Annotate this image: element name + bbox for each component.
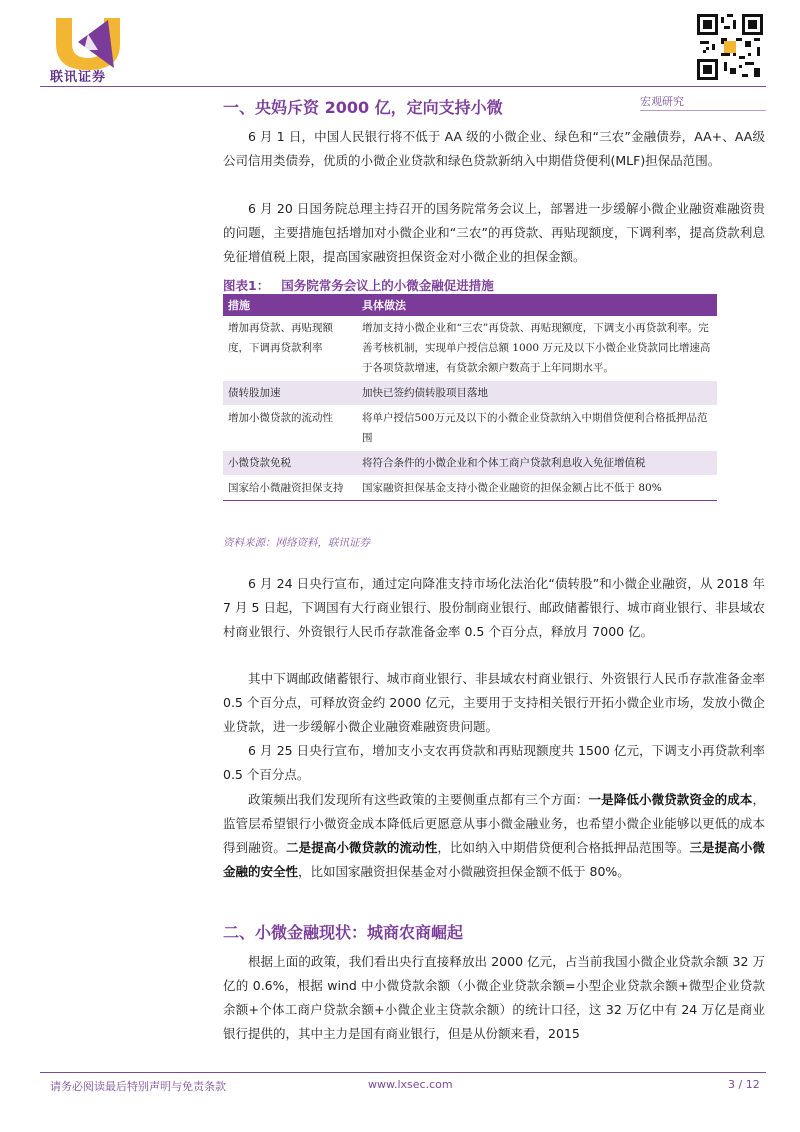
logo-icon — [50, 14, 126, 70]
section1-paragraph-3: 6 月 24 日央行宣布，通过定向降准支持市场化法治化“债转股”和小微企业融资，从 2018 年 7 月 5 日起，下调国有大行商业银行、股份制商业银行、邮政储蓄银行、城市商业银行、非县域农村商业银行、外资银行人民币存款准备金率 0.5 个百分点，释放月 7000 亿。 — [223, 576, 765, 639]
figure1-caption — [223, 276, 494, 294]
header-divider — [40, 86, 766, 87]
table-row — [223, 381, 717, 406]
p6-text: ，监管层希望银行小微资金成本降低后更愿意从事小微金融业务，也希望小微企业能够以更低的成本得到融资。 — [223, 792, 765, 855]
table-header-row — [223, 294, 717, 316]
p6-emphasis-1: 一是降低小微贷款资金的成本 — [588, 792, 753, 807]
p6-emphasis-2: 二是提高小微贷款的流动性 — [286, 840, 438, 855]
table-row — [223, 451, 717, 476]
detail-cell: 增加支持小微企业和“三农”再贷款、再贴现额度，下调支小再贷款利率。完善考核机制，实现单户授信总额 1000 万元及以下小微企业贷款同比增速高于各项贷款增速，有贷款余额户数高于上年同期水平。 — [357, 316, 717, 381]
section2-title: 二、小微金融现状：城商农商崛起 — [223, 923, 464, 942]
measure-cell: 债转股加速 — [223, 381, 357, 406]
section1-paragraph-4: 其中下调邮政储蓄银行、城市商业银行、非县域农村商业银行、外资银行人民币存款准备金率 0.5 个百分点，可释放资金约 2000 亿元，主要用于支持相关银行开拓小微企业市场，发放小微企业贷款，进一步缓解小微企业融资难融资贵问题。 — [223, 671, 765, 734]
figure1-title: 国务院常务会议上的小微金融促进措施 — [281, 278, 494, 293]
section1-title: 一、央妈斥资 2000 亿，定向支持小微 — [223, 98, 503, 117]
page-number: 3 / 12 — [728, 1078, 760, 1091]
measure-cell: 国家给小微融资担保支持 — [223, 476, 357, 501]
p6-text: ，比如纳入中期借贷便利合格抵押品范围等。 — [437, 840, 690, 855]
detail-cell: 国家融资担保基金支持小微企业融资的担保金额占比不低于 80% — [357, 476, 717, 501]
measure-cell: 增加小微贷款的流动性 — [223, 406, 357, 451]
p6-text: 政策频出我们发现所有这些政策的主要侧重点都有三个方面： — [248, 792, 589, 807]
column-header-measure: 措施 — [223, 294, 357, 316]
report-category: 宏观研究 — [640, 95, 684, 108]
measure-cell: 增加再贷款、再贴现额度，下调再贷款利率 — [223, 316, 357, 381]
p6-emphasis-3: 三是提高小微金融的安全性 — [223, 840, 765, 879]
footer-disclaimer-link[interactable]: 请务必阅读最后特别声明与免责条款 — [50, 1080, 226, 1093]
section1-paragraph-5: 6 月 25 日央行宣布，增加支小支农再贷款和再贴现额度共 1500 亿元，下调支小再贷款利率 0.5 个百分点。 — [223, 743, 765, 782]
detail-cell: 加快已签约债转股项目落地 — [357, 381, 717, 406]
table-row — [223, 316, 717, 381]
table-row — [223, 476, 717, 501]
table-row — [223, 406, 717, 451]
column-header-detail: 具体做法 — [357, 294, 717, 316]
section1-paragraph-6 — [223, 788, 765, 884]
section1-paragraph-2: 6 月 20 日国务院总理主持召开的国务院常务会议上，部署进一步缓解小微企业融资难融资贵的问题，主要措施包括增加对小微企业和“三农”的再贷款、再贴现额度，下调利率，提高贷款利息免征增值税上限，提高国家融资担保资金对小微企业的担保金额。 — [223, 201, 765, 264]
p6-text: ，比如国家融资担保基金对小微融资担保金额不低于 80%。 — [298, 864, 630, 879]
figure1-source: 资料来源：网络资料，联讯证券 — [223, 537, 370, 549]
section2-paragraph-1: 根据上面的政策，我们看出央行直接释放出 2000 亿元，占当前我国小微企业贷款余额 32 万亿的 0.6%，根据 wind 中小微贷款余额（小微企业贷款余额=小型企业贷款余额+微型企业贷款余额+个体工商户贷款余额+小微企业主贷款余额）的统计口径，这 32 万亿中有 24 万亿是商业银行提供的，其中主力是国有商业银行，但是从份额来看，2015 — [223, 954, 765, 1041]
policy-measures-table — [223, 294, 717, 501]
figure1-label: 图表1： — [223, 278, 270, 293]
detail-cell: 将符合条件的小微企业和个体工商户贷款利息收入免征增值税 — [357, 451, 717, 476]
category-underline — [640, 110, 766, 111]
measure-cell: 小微贷款免税 — [223, 451, 357, 476]
detail-cell: 将单户授信500万元及以下的小微企业贷款纳入中期借贷便利合格抵押品范围 — [357, 406, 717, 451]
company-name: 联讯证券 — [50, 70, 107, 85]
footer-website-link[interactable]: www.lxsec.com — [368, 1078, 453, 1091]
section1-paragraph-1: 6 月 1 日，中国人民银行将不低于 AA 级的小微企业、绿色和“三农”金融债券，AA+、AA级公司信用类债券，优质的小微企业贷款和绿色贷款新纳入中期借贷便利(MLF)担保品范围。 — [223, 129, 765, 168]
footer-divider — [40, 1072, 766, 1073]
qr-code-icon — [697, 14, 763, 80]
